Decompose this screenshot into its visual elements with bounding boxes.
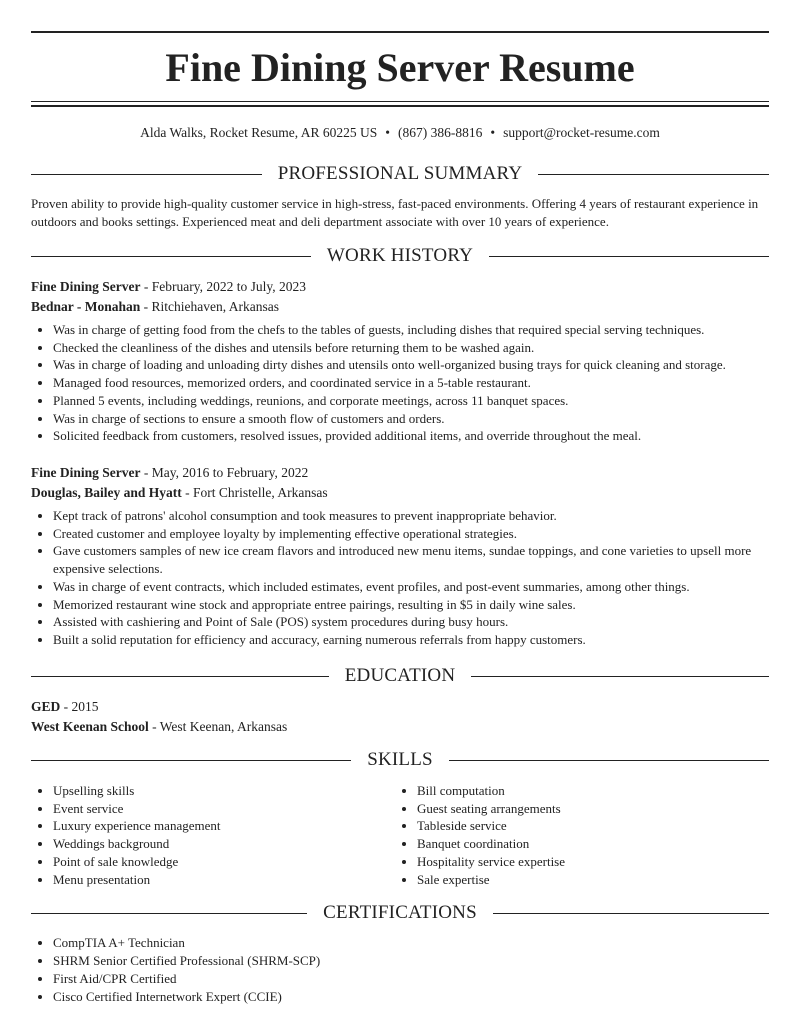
divider	[31, 101, 769, 102]
skills-column-right	[395, 782, 759, 888]
section-title: PROFESSIONAL SUMMARY	[277, 163, 523, 184]
section-heading-certifications	[31, 902, 769, 924]
list-item: • Memorized restaurant wine stock and appropriate entree pairings, resulting in $5 in daily wine sales.	[53, 596, 769, 614]
separator: •	[385, 125, 390, 140]
list-item: • Upselling skills	[53, 782, 395, 800]
degree-line	[31, 697, 769, 717]
list-item: • Was in charge of event contracts, which included estimates, event profiles, and post-event summaries, among other things.	[53, 578, 769, 596]
degree: GED	[31, 699, 61, 714]
job-entry	[31, 277, 769, 445]
school-line	[31, 717, 769, 737]
list-item: • Luxury experience management	[53, 817, 395, 835]
list-item: • Kept track of patrons' alcohol consumption and took measures to prevent inappropriate behavior.	[53, 507, 769, 525]
section-title: WORK HISTORY	[326, 245, 474, 266]
section-heading-skills	[31, 749, 769, 771]
list-item: • Menu presentation	[53, 871, 395, 889]
page-title: Fine Dining Server Resume	[165, 45, 635, 90]
job-title: Fine Dining Server	[31, 279, 141, 294]
certifications-list	[31, 934, 769, 1006]
list-item: • Created customer and employee loyalty by implementing effective operational strategies.	[53, 525, 769, 543]
list-item: • First Aid/CPR Certified	[53, 970, 769, 988]
list-item: • CompTIA A+ Technician	[53, 934, 769, 952]
top-rule	[31, 31, 769, 33]
list-item: • Guest seating arrangements	[417, 800, 759, 818]
email: support@rocket-resume.com	[503, 125, 660, 140]
list-item: • Cisco Certified Internetwork Expert (CCIE)	[53, 988, 769, 1006]
job-title: Fine Dining Server	[31, 465, 141, 480]
list-item: • Point of sale knowledge	[53, 853, 395, 871]
job-title-line	[31, 463, 769, 483]
company: Bednar - Monahan	[31, 298, 141, 314]
list-item: • Weddings background	[53, 835, 395, 853]
list-item: • Built a solid reputation for efficiency and accuracy, earning numerous referrals from happy customers.	[53, 631, 769, 649]
contact-info	[31, 124, 769, 142]
summary-text: Proven ability to provide high-quality customer service in high-stress, fast-paced environments. Offering 4 years of restaurant experience in outdoors and books settings. Experienced meat and deli department associate with over 10 years of experience.	[31, 196, 759, 229]
list-item: • Planned 5 events, including weddings, reunions, and corporate meetings, across 11 banquet spaces.	[53, 392, 769, 410]
phone: (867) 386-8816	[398, 125, 483, 140]
list-item: • Gave customers samples of new ice cream flavors and introduced new menu items, sundae toppings, and cone varieties to upsell more expensive selections.	[53, 542, 769, 577]
job-entry	[31, 463, 769, 649]
year: - 2015	[60, 699, 99, 714]
skills-list	[31, 782, 769, 888]
company: Douglas, Bailey and Hyatt	[31, 484, 182, 500]
list-item: • SHRM Senior Certified Professional (SHRM-SCP)	[53, 952, 769, 970]
list-item: • Was in charge of getting food from the chefs to the tables of guests, including dishes that required special serving techniques.	[53, 321, 769, 339]
address: Alda Walks, Rocket Resume, AR 60225 US	[140, 125, 378, 140]
section-heading-work	[31, 245, 769, 267]
list-item: • Bill computation	[417, 782, 759, 800]
section-heading-education	[31, 665, 769, 687]
job-bullets	[31, 321, 769, 445]
list-item: • Event service	[53, 800, 395, 818]
list-item: • Was in charge of sections to ensure a smooth flow of customers and orders.	[53, 410, 769, 428]
job-dates: - February, 2022 to July, 2023	[140, 279, 306, 294]
location: - West Keenan, Arkansas	[148, 718, 288, 734]
separator: •	[490, 125, 496, 140]
education-entry	[31, 697, 769, 736]
skills-column-left	[31, 782, 395, 888]
job-bullets	[31, 507, 769, 649]
list-item: • Checked the cleanliness of the dishes and utensils before returning them to be washed again.	[53, 339, 769, 357]
section-title: EDUCATION	[344, 665, 456, 686]
list-item: • Assisted with cashiering and Point of Sale (POS) system procedures during busy hours.	[53, 613, 769, 631]
list-item: • Solicited feedback from customers, resolved issues, provided additional items, and override throughout the meal.	[53, 427, 769, 445]
list-item: • Sale expertise	[417, 871, 759, 889]
job-dates: - May, 2016 to February, 2022	[140, 465, 309, 480]
school: West Keenan School	[31, 718, 149, 734]
divider	[31, 105, 769, 107]
location: - Ritchiehaven, Arkansas	[140, 298, 279, 314]
list-item: • Banquet coordination	[417, 835, 759, 853]
company-line	[31, 297, 769, 317]
list-item: • Managed food resources, memorized orders, and coordinated service in a 5-table restaurant.	[53, 374, 769, 392]
list-item: • Tableside service	[417, 817, 759, 835]
list-item: • Was in charge of loading and unloading dirty dishes and utensils onto well-organized busing trays for quick cleaning and storage.	[53, 356, 769, 374]
list-item: • Hospitality service expertise	[417, 853, 759, 871]
section-heading-summary	[31, 163, 769, 185]
section-title: SKILLS	[367, 749, 433, 770]
company-line	[31, 483, 769, 503]
section-title: CERTIFICATIONS	[323, 902, 477, 923]
job-title-line	[31, 277, 769, 297]
location: - Fort Christelle, Arkansas	[181, 484, 328, 500]
